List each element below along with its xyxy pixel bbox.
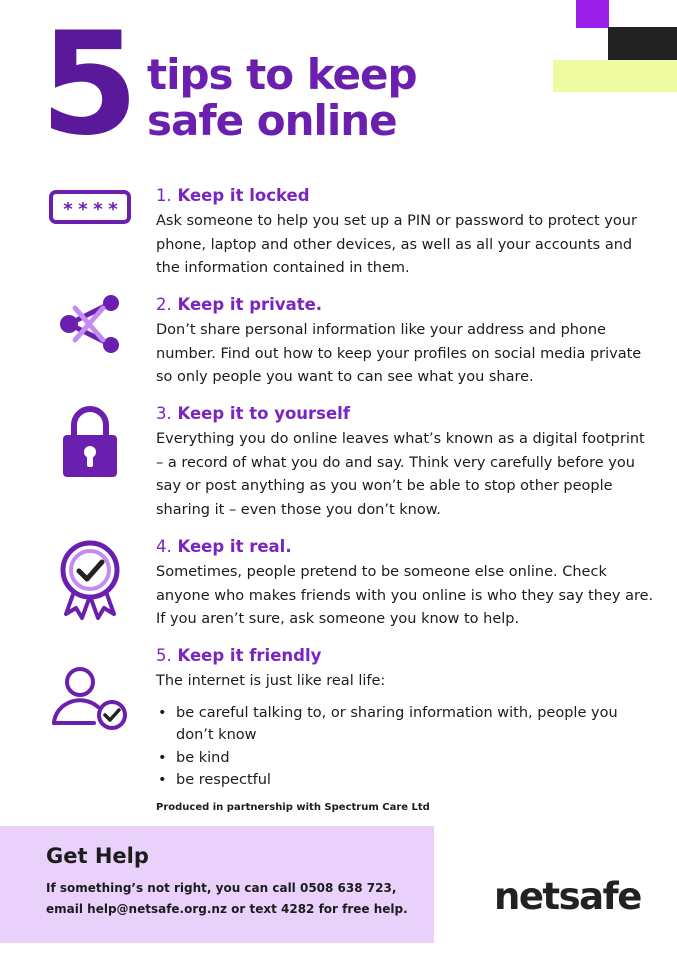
corner-black-block xyxy=(608,27,677,60)
tip-text: Everything you do online leaves what’s known as a digital footprint – a record of what you do and say. Think very carefully before you say or post anything as you won’t be able to stop other people sharing it – even those you don’t know. xyxy=(156,431,645,518)
tip-body xyxy=(156,536,656,632)
svg-text:*: * xyxy=(78,199,88,220)
help-line-1: If something’s not right, you can call 0508 638 723, xyxy=(46,881,397,895)
tip-body xyxy=(156,185,656,281)
tip-text: The internet is just like real life: xyxy=(156,673,386,689)
title-line-2: safe online xyxy=(147,96,397,145)
tip-heading: 5. Keep it friendly xyxy=(156,646,322,665)
tip-heading: 2. Keep it private. xyxy=(156,295,323,314)
list-item: • be careful talking to, or sharing information with, people you don’t know xyxy=(156,702,656,747)
svg-text:*: * xyxy=(108,199,118,220)
tip-body xyxy=(156,294,656,390)
big-number-five: 5 xyxy=(40,2,135,167)
verified-badge-icon xyxy=(48,540,132,620)
verified-user-icon xyxy=(48,665,132,731)
help-title: Get Help xyxy=(46,844,149,868)
tip-text: Ask someone to help you set up a PIN or password to protect your phone, laptop and other devices, as well as all your accounts and the information contained in them. xyxy=(156,213,637,276)
padlock-icon xyxy=(48,403,132,481)
partnership-credit: Produced in partnership with Spectrum Care Ltd xyxy=(156,802,430,813)
svg-text:*: * xyxy=(63,199,73,220)
get-help-box xyxy=(0,826,434,943)
corner-purple-block xyxy=(576,0,609,28)
tip-text: Sometimes, people pretend to be someone else online. Check anyone who makes friends with you online is who they say they are. If you aren’t sure, ask someone you know to help. xyxy=(156,564,654,627)
corner-yellow-block xyxy=(553,60,677,92)
tip-heading: 4. Keep it real. xyxy=(156,537,292,556)
tip-body xyxy=(156,645,656,792)
tip-heading: 3. Keep it to yourself xyxy=(156,404,351,423)
help-line-2: email help@netsafe.org.nz or text 4282 for free help. xyxy=(46,902,408,916)
tip-heading: 1. Keep it locked xyxy=(156,186,310,205)
netsafe-logo: netsafe xyxy=(494,875,641,918)
password-icon xyxy=(48,189,132,225)
no-share-icon xyxy=(48,294,132,354)
svg-text:*: * xyxy=(93,199,103,220)
title-line-1: tips to keep xyxy=(147,50,417,99)
list-item: • be kind xyxy=(156,747,656,770)
help-text xyxy=(46,878,426,920)
tip-bullet-list xyxy=(156,702,656,792)
tip-text: Don’t share personal information like your address and phone number. Find out how to keep your profiles on social media private so only people you want to can see what you share. xyxy=(156,322,642,385)
list-item: • be respectful xyxy=(156,769,656,792)
page-title xyxy=(147,52,417,144)
tip-body xyxy=(156,403,656,522)
